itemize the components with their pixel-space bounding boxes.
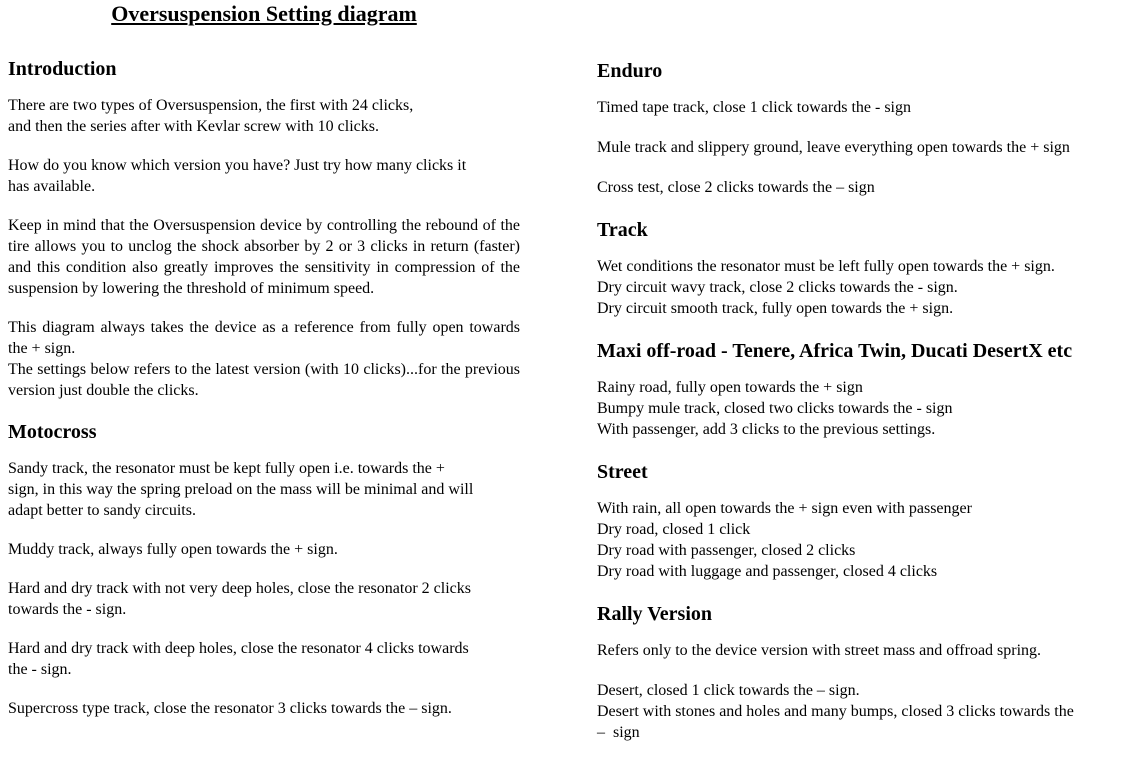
- paragraph: Keep in mind that the Oversuspension device by controlling the rebound of the tire allows you to unclog the shock absorber by 2 or 3 clicks in return (faster) and this condition also greatly improves the sensitivity in compression of the suspension by lowering the threshold of minimum speed.: [8, 217, 524, 297]
- section-heading: Maxi off-road - Tenere, Africa Twin, Ducati DesertX etc: [597, 340, 1073, 362]
- paragraph: This diagram always takes the device as a reference from fully open towards the + sign. The settings below refers to the latest version (with 10 clicks)...for the previous version just double the clicks.: [8, 319, 520, 399]
- paragraph: Desert, closed 1 click towards the – sign. Desert with stones and holes and many bumps, closed 3 clicks towards the – sign: [597, 682, 1074, 741]
- section-heading: Rally Version: [597, 603, 713, 625]
- paragraph: Muddy track, always fully open towards the + sign.: [8, 541, 338, 558]
- right-column: [597, 58, 1131, 762]
- left-column: [8, 56, 524, 737]
- section-heading: Enduro: [597, 60, 663, 82]
- paragraph: Mule track and slippery ground, leave everything open towards the + sign: [597, 139, 1070, 156]
- paragraph: Sandy track, the resonator must be kept fully open i.e. towards the + sign, in this way the spring preload on the mass will be minimal and will adapt better to sandy circuits.: [8, 460, 474, 519]
- paragraph: Rainy road, fully open towards the + sign Bumpy mule track, closed two clicks towards the - sign With passenger, add 3 clicks to the previous settings.: [597, 379, 953, 438]
- paragraph: Supercross type track, close the resonator 3 clicks towards the – sign.: [8, 700, 452, 717]
- paragraph: Hard and dry track with deep holes, close the resonator 4 clicks towards the - sign.: [8, 640, 469, 678]
- paragraph: Timed tape track, close 1 click towards the - sign: [597, 99, 911, 116]
- paragraph: Hard and dry track with not very deep holes, close the resonator 2 clicks towards the - sign.: [8, 580, 471, 618]
- paragraph: Refers only to the device version with street mass and offroad spring.: [597, 642, 1042, 659]
- paragraph: Wet conditions the resonator must be left fully open towards the + sign. Dry circuit wavy track, close 2 clicks towards the - sign. Dry circuit smooth track, fully open towards the + sign.: [597, 258, 1055, 317]
- section-heading: Track: [597, 219, 648, 241]
- paragraph: How do you know which version you have? Just try how many clicks it has available.: [8, 157, 467, 195]
- section-heading: Street: [597, 461, 648, 483]
- page-title: Oversuspension Setting diagram: [111, 1, 417, 26]
- paragraph: There are two types of Oversuspension, the first with 24 clicks, and then the series after with Kevlar screw with 10 clicks.: [8, 97, 414, 135]
- section-heading: Motocross: [8, 421, 97, 443]
- paragraph: With rain, all open towards the + sign even with passenger Dry road, closed 1 click Dry road with passenger, closed 2 clicks Dry road with luggage and passenger, closed 4 clicks: [597, 500, 972, 580]
- section-heading: Introduction: [8, 58, 117, 80]
- paragraph: Cross test, close 2 clicks towards the – sign: [597, 179, 875, 196]
